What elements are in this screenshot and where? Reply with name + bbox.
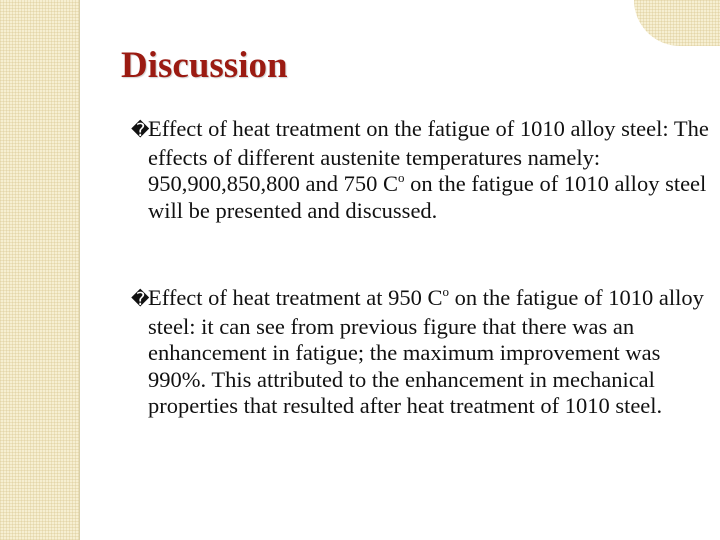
degree-superscript: o: [398, 170, 405, 185]
bullet-item: [131, 116, 720, 224]
bullet-text: Effect of heat treatment on the fatigue of 1010 alloy steel: The effects of different austenite temperatures namely: 950,900,850,800 and 750 C: [148, 116, 709, 196]
bullet-text: Effect of heat treatment at 950 C: [148, 285, 443, 310]
bullet-text-continued: on the fatigue of 1010 alloy steel will be presented and discussed.: [148, 171, 707, 223]
slide-title: Discussion: [121, 45, 288, 86]
decorative-corner: [634, 0, 720, 46]
bullet-item: [131, 285, 720, 420]
bullet-text-continued: on the fatigue of 1010 alloy steel: it can see from previous figure that there was an enhancement in fatigue; the maximum improvement was 990%. This attributed to the enhancement in mechanical properties that resulted after heat treatment of 1010 steel.: [148, 285, 704, 418]
decorative-sidebar: [0, 0, 80, 540]
degree-superscript: o: [442, 284, 449, 299]
bullet-icon: �: [131, 120, 150, 141]
bullet-icon: �: [131, 289, 150, 310]
